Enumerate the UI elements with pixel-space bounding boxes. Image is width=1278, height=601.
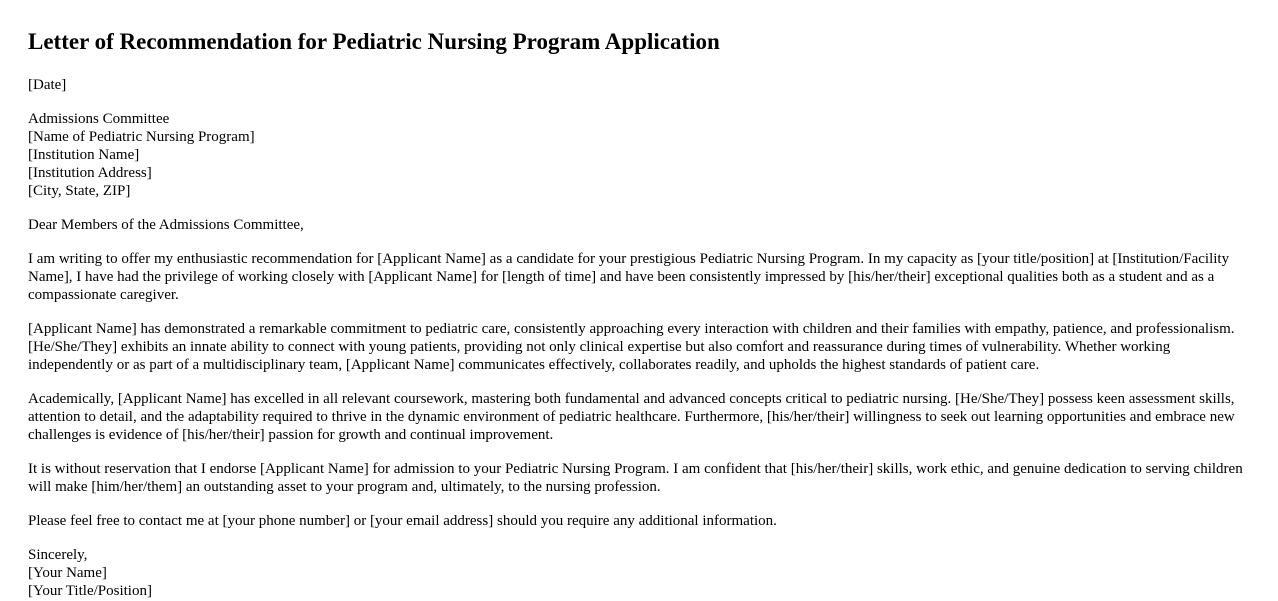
recipient-line: [Institution Address] bbox=[28, 165, 152, 181]
recipient-line: [City, State, ZIP] bbox=[28, 183, 131, 199]
salutation: Dear Members of the Admissions Committee, bbox=[28, 217, 304, 233]
signature-title: [Your Title/Position] bbox=[28, 583, 152, 599]
recipient-line: [Institution Name] bbox=[28, 147, 140, 163]
body-paragraph: I am writing to offer my enthusiastic recommendation for [Applicant Name] as a candidate for your prestigious Pediatric Nursing Program. In my capacity as [your title/position] at [Institution/Facility Name], I have had the privilege of working closely with [Applicant Name] for [length of time] and have been consistently impressed by [his/her/their] exceptional qualities both as a student and as a compassionate caregiver. bbox=[28, 251, 1230, 303]
letter-title: Letter of Recommendation for Pediatric Nursing Program Application bbox=[28, 29, 720, 54]
recipient-address bbox=[28, 110, 1250, 200]
recipient-line: [Name of Pediatric Nursing Program] bbox=[28, 129, 255, 145]
recipient-line: Admissions Committee bbox=[28, 111, 170, 127]
body-paragraph: Academically, [Applicant Name] has excelled in all relevant coursework, mastering both fundamental and advanced concepts critical to pediatric nursing. [He/She/They] possess keen assessment skills, attention to detail, and the adaptability required to thrive in the dynamic environment of pediatric healthcare. Furthermore, [his/her/their] willingness to seek out learning opportunities and embrace new challenges is evidence of [his/her/their] passion for growth and continual improvement. bbox=[28, 391, 1235, 443]
body-paragraph: It is without reservation that I endorse [Applicant Name] for admission to your Pediatric Nursing Program. I am confident that [his/her/their] skills, work ethic, and genuine dedication to serving children will make [him/her/them] an outstanding asset to your program and, ultimately, to the nursing profession. bbox=[28, 461, 1243, 495]
letter-date: [Date] bbox=[28, 77, 67, 93]
body-paragraph: Please feel free to contact me at [your phone number] or [your email address] should you require any additional information. bbox=[28, 513, 777, 529]
closing-block bbox=[28, 546, 1250, 600]
signature-name: [Your Name] bbox=[28, 565, 107, 581]
body-paragraph: [Applicant Name] has demonstrated a remarkable commitment to pediatric care, consistently approaching every interaction with children and their families with empathy, patience, and professionalism. [He/She/They] exhibits an innate ability to connect with young patients, providing not only clinical expertise but also comfort and reassurance during times of vulnerability. Whether working independently or as part of a multidisciplinary team, [Applicant Name] communicates effectively, collaborates readily, and upholds the highest standards of patient care. bbox=[28, 321, 1235, 373]
closing-line: Sincerely, bbox=[28, 547, 88, 563]
